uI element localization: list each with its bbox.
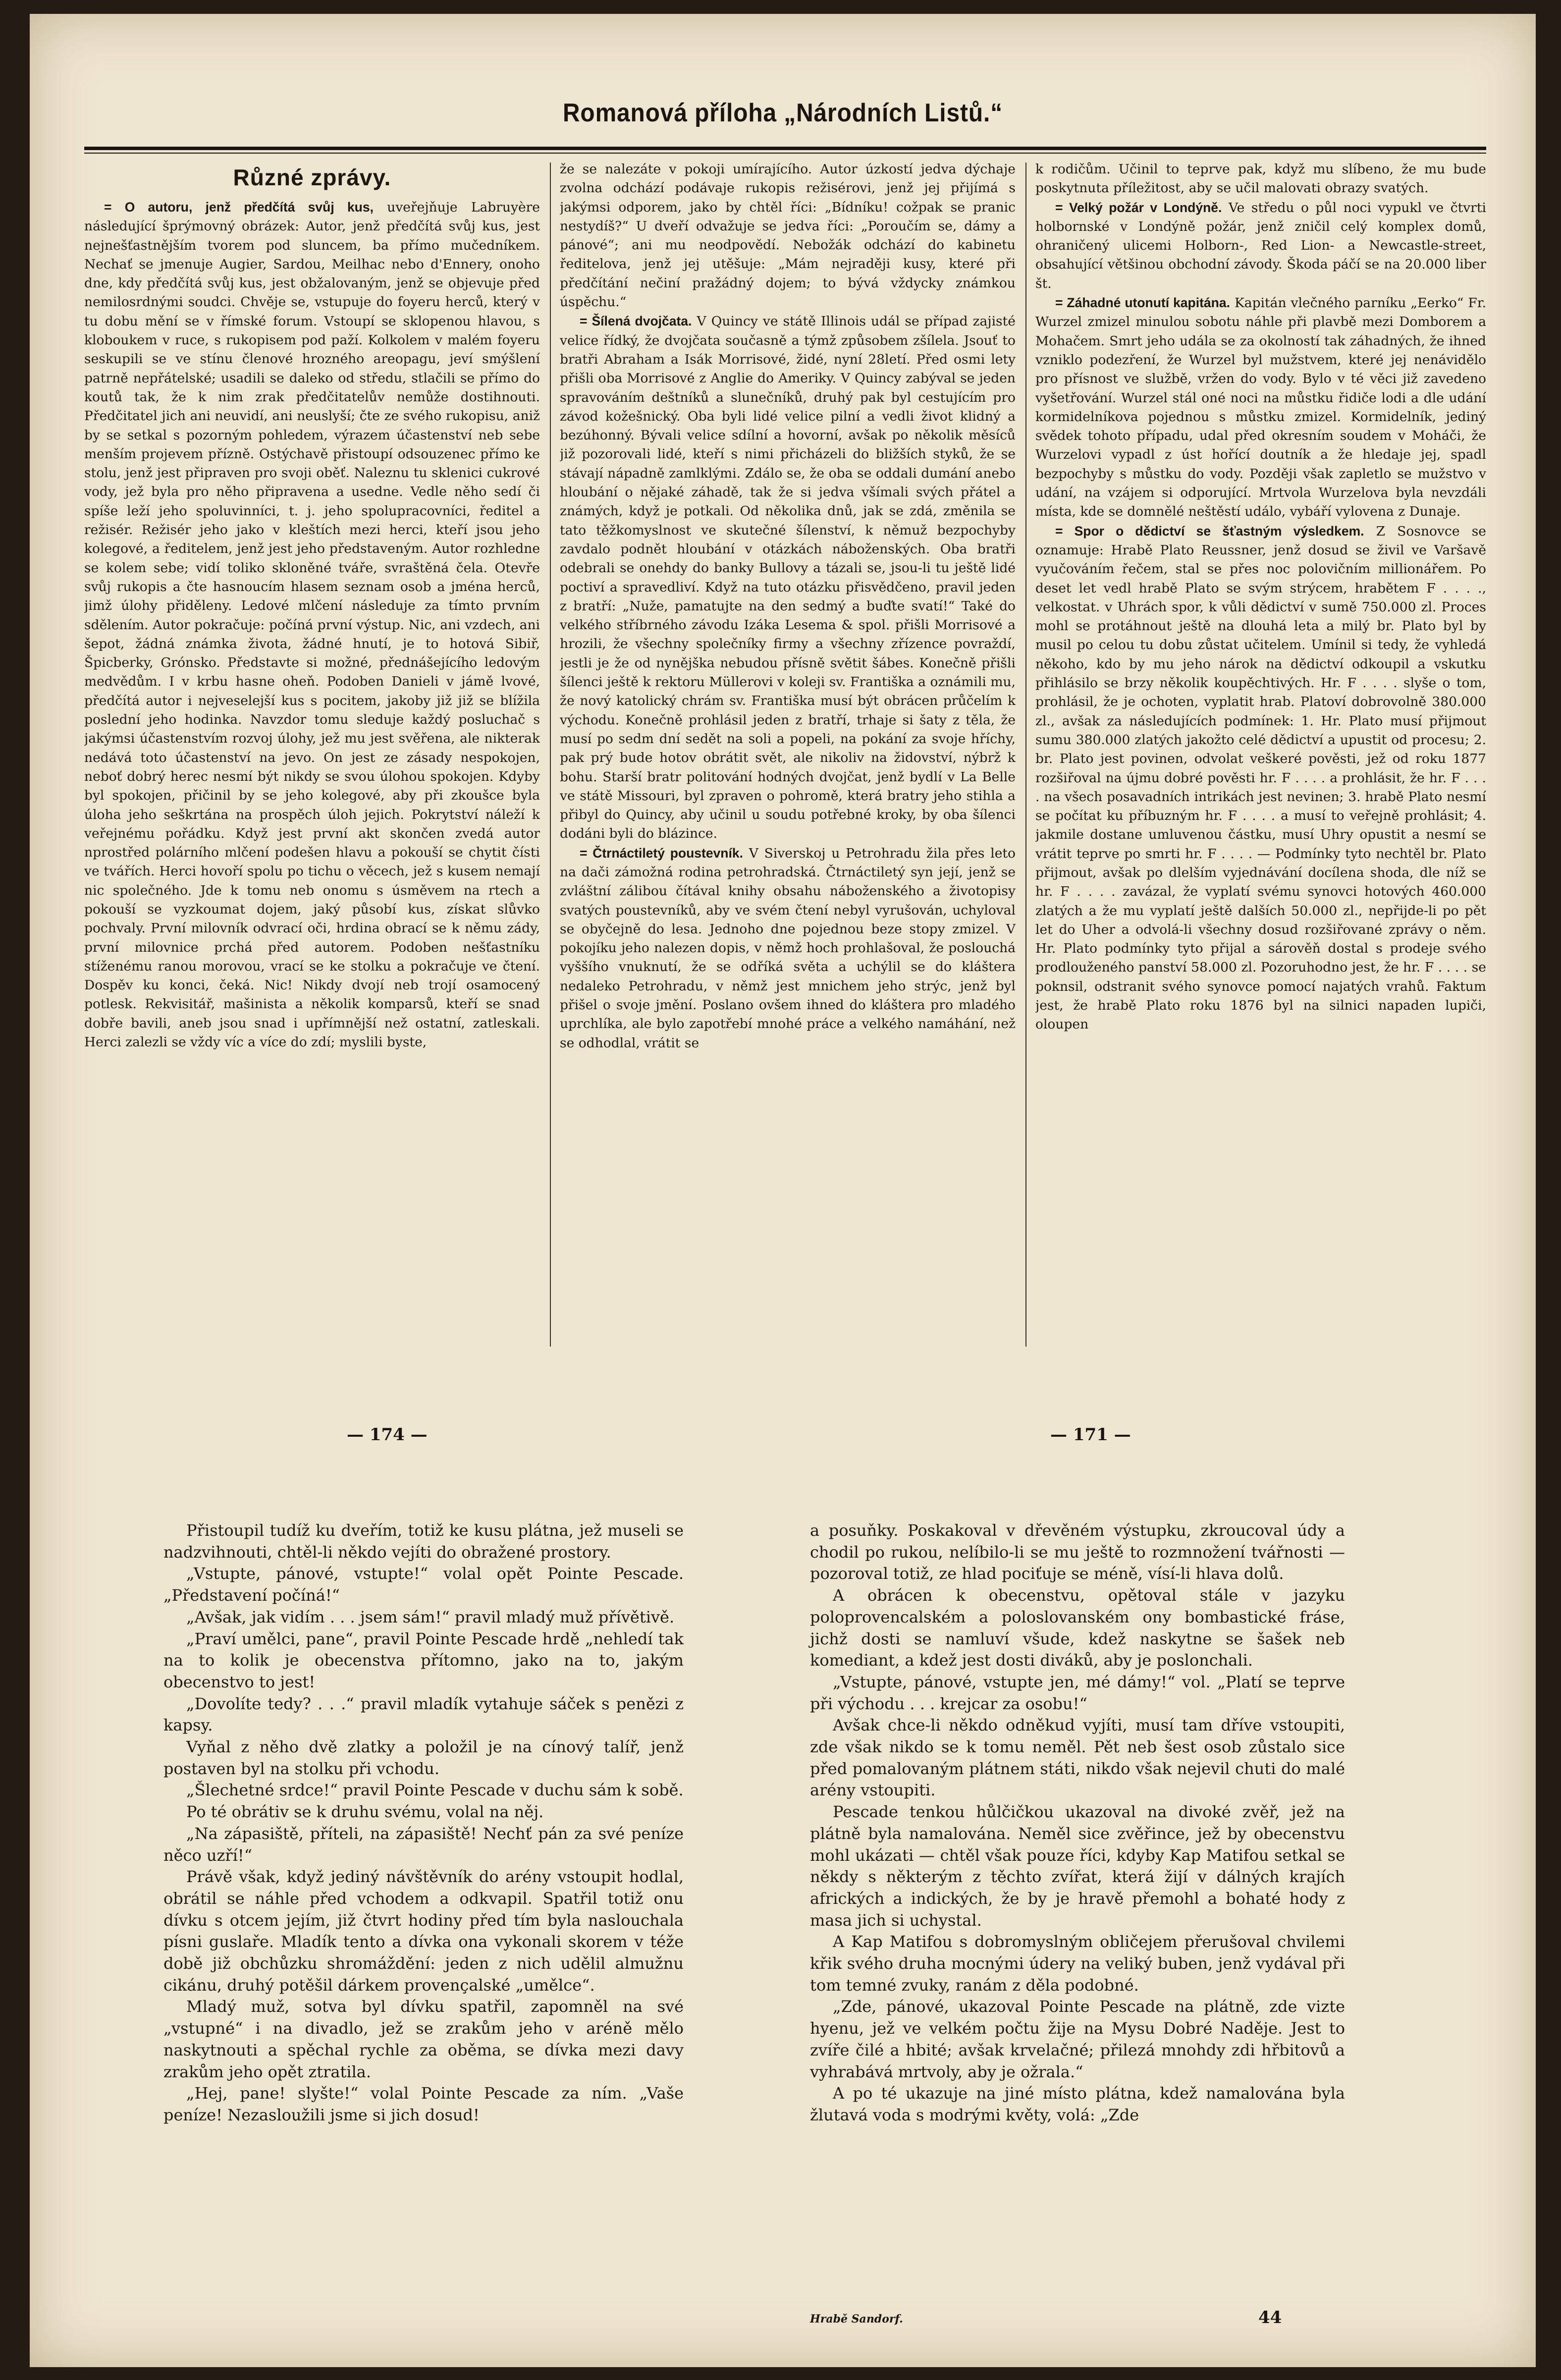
novel-page-right xyxy=(810,1520,1345,2126)
novel-paragraph: „Na zápasiště, příteli, na zápasiště! Nechť pán za své peníze něco uzří!“ xyxy=(163,1824,684,1865)
column-divider xyxy=(550,162,551,1347)
novel-paragraph: „Vstupte, pánové, vstupte jen, mé dámy!“ vol. „Platí se teprve při východu . . . krejcar za osobu!“ xyxy=(810,1672,1345,1713)
novel-paragraph: Po té obrátiv se k druhu svému, volal na něj. xyxy=(186,1802,544,1822)
novel-paragraph: Avšak chce-li někdo odněkud vyjíti, musí tam dříve vstoupiti, zde však nikdo se k tomu neměl. Pět neb šest osob zůstalo sice před pomalovaným plátnem státi, nikdo však nejevil chuti do malé arény vstoupiti. xyxy=(810,1716,1345,1800)
newspaper-page xyxy=(30,14,1536,2367)
novel-paragraph: „Hej, pane! slyšte!“ volal Pointe Pescade za ním. „Vaše peníze! Nezasloužili jsme si jich dosud! xyxy=(163,2084,684,2124)
page-number-right: — 171 — xyxy=(1050,1425,1131,1445)
header-rule-thin xyxy=(84,153,1486,154)
column-divider xyxy=(1025,162,1026,1347)
signature-mark: Hrabě Sandorf. xyxy=(810,2313,903,2326)
novel-paragraph: „Dovolíte tedy? . . .“ pravil mladík vytahuje sáček s penězi z kapsy. xyxy=(163,1694,684,1735)
article-text: V Siverskoj u Petrohradu žila přes leto na dači zámožná rodina petrohradská. Čtrnáctiletý syn její, jenž se zvláštní zálibou čítával knihy obsahu náboženského a životopisy svatých poustevníků, aby ve svém čtení nebyl vyrušován, uchyloval se obyčejně do lesa. Jednoho dne pojednou beze stopy zmizel. V pokojíku jeho nalezen dopis, v němž hoch prohlašoval, že poslouchá vyššího vnuknutí, že se odříká světa a uchýlil se do kláštera nedaleko Petrohradu, v němž jest mnichem jeho strýc, jenž byl přišel o svoje jmění. Poslano ovšem ihned do kláštera pro mladého uprchlíka, ale bylo zapotřebí mnohé práce a velkého namáhání, než se odhodlal, vrátit se xyxy=(560,845,1016,1051)
novel-paragraph: A Kap Matifou s dobromyslným obličejem přerušoval chvilemi křik svého druha mocnými údery na veliký buben, jenž vydával při tom temné zvuky, ranám z děla podobné. xyxy=(810,1932,1345,1995)
novel-paragraph: a posuňky. Poskakoval v dřevěném výstupku, zkroucoval údy a chodil po rukou, nelíbilo-li se mu ještě to rozmnožení tvářnosti — pozoroval totiž, ze hlad pociťuje se méně, vísí-li hlava dolů. xyxy=(810,1521,1345,1583)
article-text: Kapitán vlečného parníku „Eerko“ Fr. Wurzel zmizel minulou sobotu náhle při plavbě mezi Domborem a Mohačem. Smrt jeho udála se za okolností tak záhadných, že ihned vzniklo podezření, že Wurzel byl mužstvem, které jej nenávidělo pro přísnost ve službě, vržen do vody. Bylo v té věci již zavedeno vyšetřování. Wurzel stál oné noci na můstku řidiče lodi a dle udání kormidelníkova pojednou s můstku zmizel. Kormidelník, jediný svědek tohoto případu, udal před okresním soudem v Moháči, že Wurzelovi vypadl z úst hořící doutník a že hledaje jej, spadl bezpochyby s můstku do vody. Později však zapletlo se mužstvo v udání, na vzájem si odporující. Mrtvola Wurzelova byla nevzdáli místa, kde se domnělé neštěstí událo, vybáří vylovena z Dunaje. xyxy=(1035,295,1486,520)
article-text: V Quincy ve státě Illinois udál se případ zajisté velice řídký, že dvojčata současně a týmž způsobem zšílela. Jsouť to bratři Abraham a Isák Morrisové, židé, nyní 28letí. Před osmi lety přišli oba Morrisové z Anglie do Ameriky. V Quincy zabýval se jeden spravováním deštníků a slunečníků, druhý pak byl cestujícím pro závod kožešnický. Oba byli lidé velice pilní a vedli život klidný a bezúhonný. Bývali velice sdílní a hovorní, avšak po několik měsíců již pozorovali lidé, kteří s nimi přicházeli do bližších styků, že se stávají nápadně zamlklými. Zdálo se, že oba se oddali dumání anebo hloubání o nějaké záhadě, tak že si jedva všímali svých přátel a známých, když je potkali. Od několika dnů, jak se zdá, změnila se tato těžkomyslnost ve skutečné šílenství, k němuž bezpochyby zavdalo podnět hloubání v otázkách náboženských. Oba bratři odebrali se onehdy do banky Bullovy a tázali se, jsou-li tu ještě lidé poctiví a spravedliví. Když na tuto otázku přisvědčeno, pravil jeden z bratří: „Nuže, pamatujte na den sedmý a buďte svatí!“ Také do velkého stříbrného závodu Izáka Lesema & spol. přišli Morrisové a hrozili, že všechny společníky firmy a všechny zřízence povraždí, jestli je že od nynějška nebudou přísně světit šábes. Konečně přišli šílenci ještě k rektoru Müllerovi v koleji sv. Františka a oznámili mu, že nový katolický chrám sv. Františka musí být obrácen průčelím k východu. Konečně prohlásil jeden z bratří, trhaje si šaty z těla, že musí po sedm dní sedět na soli a popeli, na pokání za svoje hříchy, pak prý bude hotov obrátit svět, ale nikoliv na židovství, nýbrž k bohu. Starší bratr politování hodných dvojčat, jenž bydlí v La Belle ve státě Missouri, byl zpraven o pohromě, která bratry jeho stihla a přibyl do Quincy, aby učinil u soudu potřebné kroky, by oba šílenci dodáni byli do blázince. xyxy=(560,314,1016,842)
article-paragraph: k rodičům. Učinil to teprve pak, když mu slíbeno, že mu bude poskytnuta příležitost, aby se učil malovati obrazy svatých. xyxy=(1035,162,1486,196)
page-number-left: — 174 — xyxy=(347,1425,428,1445)
article-text: Z Sosnovce se oznamuje: Hrabě Plato Reussner, jenž dosud se živil ve Varšavě vyučováním řečem, stal se přes noc polovičním millionářem. Po deset let vedl hrabě Plato se svým strýcem, hrabětem F . . . ., velkostat. v Uhrách spor, k vůli dědictví v sumě 750.000 zl. Proces mohl se protáhnout ještě na dlouhá leta a milý br. Plato byl by musil po celou tu dobu zůstat učitelem. Umínil si tedy, že vyhledá někoho, kdo by mu jeho nárok na dědictví odkoupil a vskutku přihlásilo se brzy několik koupěchtivých. Hr. F . . . . slyše o tom, prohlásil, že je ochoten, vyplatit hrab. Platoví dobrovolně 380.000 zl., avšak za následujících podmínek: 1. Hr. Plato musí přijmout sumu 380.000 zlatých jakožto celé dědictví a upustit od procesu; 2. br. Plato jest povinen, odvolat veškeré pověsti, jež od roku 1877 rozšiřoval na újmu dobré pověsti hr. F . . . . a prohlásit, že hr. F . . . . na všech posavadních intrikách jest nevinen; 3. hrabě Plato nesmí se počítat ku příbuzným hr. F . . . . a musí to veřejně prohlásit; 4. jakmile dostane umluvenou částku, musí Uhry opustit a nesmí se vrátit teprve po smrti hr. F . . . . — Podmínky tyto nechtěl br. Plato přijmout, avšak po dlelším vyjednávání docílena shoda, dle níž se hr. F . . . . zavázal, že vyplatí svému synovci hotových 460.000 zlatých a že mu vyplatí ještě dalších 50.000 zl., nepřijde-li po pět let do Uher a odvolá-li všechny dosud rozšiřované zprávy o něm. Hr. Plato podmínky tyto přijal a sárověň dostal s prodeje svého prodlouženého panství 58.000 zl. Pozoruhodno jest, že hr. F . . . . se poknsil, odstranit svého synovce pomocí najatých vrahů. Faktum jest, že hrabě Plato roku 1876 byl na silnici napaden lupiči, oloupen xyxy=(1035,523,1486,1032)
novel-paragraph: Mladý muž, sotva byl dívku spatřil, zapomněl na své „vstupné“ i na divadlo, jež se zrakům jeho v aréně mělo naskytnouti a spěchal rychle za oběma, se dívka mezi davy zrakům jeho opět ztratila. xyxy=(163,1997,684,2081)
article-paragraph xyxy=(1035,293,1486,522)
novel-paragraph: Právě však, když jediný návštěvník do arény vstoupit hodlal, obrátil se náhle před vchodem a odkvapil. Spatřil totiž onu dívku s otcem jejím, již čtvrt hodiny před tím byla naslouchala písni guslaře. Mladík tento a dívka ona vykonali skorem v téže době již obchůzku shromáždění: jeden z nich udělil almužnu cikánu, druhý potěšil dárkem provençalské „umělce“. xyxy=(163,1867,684,1995)
novel-paragraph: Vyňal z něho dvě zlatky a položil je na cínový talíř, jenž postaven byl na stolku při vchodu. xyxy=(163,1737,684,1778)
article-paragraph xyxy=(1035,522,1486,1034)
article-lead: = Velký požár v Londýně. xyxy=(1055,200,1222,215)
header-rule xyxy=(84,147,1486,150)
novel-paragraph: A po té ukazuje na jiné místo plátna, kdež namalována byla žlutavá voda s modrými květy, volá: „Zde xyxy=(810,2084,1345,2124)
novel-paragraph: „Šlechetné srdce!“ pravil Pointe Pescade v duchu sám k sobě. xyxy=(186,1781,684,1800)
novel-paragraph: „Avšak, jak vidím . . . jsem sám!“ pravil mladý muž přívětivě. xyxy=(186,1607,675,1626)
column-2 xyxy=(560,160,1016,1354)
article-paragraph: že se nalezáte v pokoji umírajícího. Autor úzkostí jedva dýchaje zvolna odchází podávaje rukopis režisérovi, jenž jej přijímá s jakýmsi odporem, jako by chtěl říci: „Bídníku! cožpak se pranic nestydíš?“ U dveří odvažuje se jedva říci: „Poroučím se, dámy a pánové“; ani mu neodpovědí. Nebožák odchází do kabinetu ředitelova, jenž jej utěšuje: „Mám nejraději kusy, které při předčítání nečiní pražádný dojem; to bývá vždycky známkou úspěchu.“ xyxy=(560,162,1016,310)
novel-paragraph: Přistoupil tudíž ku dveřím, totiž ke kusu plátna, jež museli se nadzvihnouti, chtěl-li někdo vejíti do obražené prostory. xyxy=(163,1521,684,1562)
article-lead: = Šílená dvojčata. xyxy=(580,314,692,329)
article-paragraph xyxy=(560,844,1016,1053)
novel-page-left xyxy=(163,1520,684,2126)
article-paragraph xyxy=(84,198,540,1052)
novel-paragraph: „Praví umělci, pane“, pravil Pointe Pescade hrdě „nehledí tak na to kolik je obecenstva přítomno, jako na to, jakým obecenstvo to jest! xyxy=(163,1629,684,1691)
section-heading: Různé zprávy. xyxy=(233,164,391,190)
novel-paragraph: Pescade tenkou hůlčičkou ukazoval na divoké zvěř, jež na plátně byla namalována. Neměl sice zvěřince, jež by obecenstvu mohl ukázati — chtěl však pouze říci, kdyby Kap Matifou setkal se někdy s některým z těchto zvířat, která žijí v dálných krajích afrických a indických, že by je hravě přemohl a bohaté hody z masa jich si uchystal. xyxy=(810,1802,1345,1930)
article-text: uveřejňuje Labruyère následující šprýmovný obrázek: Autor, jenž předčítá svůj kus, jest nejnešťastnějším tvorem pod sluncem, ba přímo mučedníkem. Nechať se jmenuje Augier, Sardou, Meilhac nebo d'Ennery, onoho dne, kdy předčítá svůj kus, jest obžalovaným, jenž se objevuje před nemilosrdnými soudci. Chvěje se, vstupuje do foyeru herců, který v tu dobu mění se v římské forum. Vstoupí se sklopenou hlavou, s kloboukem v ruce, s rukopisem pod paží. Kolkolem v malém foyeru seskupili se ve stínu členové hrozného areopagu, jeví smýšlení patrně nepřátelské; usadili se daleko od středu, stlačili se přímo do koutů tak, že k nim zrak předčitatelův nemůže dostihnouti. Předčitatel jich ani neuvidí, ani neuslyší; čte ze svého rukopisu, aniž by se setkal s pozorným pohledem, výrazem účastenství neb sebe menším projevem přízně. Ostýchavě přistoupí odsouzenec přímo ke stolu, jenž jest připraven pro svoji oběť. Naleznu tu sklenici cukrové vody, jež byla pro něho připravena a usedne. Vedle něho sedí či spíše leží jeho spoluvinníci, t. j. jeho spolupracovníci, ředitel a režisér. Režisér jeho jako v kleštích mezi herci, kteří jsou jeho kolegové, a ředitelem, jenž jest jeho představeným. Autor rozhledne se kolem sebe; vidí toliko skloněné tváře, svraštěná čela. Otevře svůj rukopis a čte hasnoucím hlasem seznam osob a jména herců, jimž úlohy přiděleny. Ledové mlčení následuje za tímto prvním sdělením. Autor pokračuje: počíná první výstup. Nic, ani vzdech, ani šepot, žádná známka života, žádné hnutí, je to hotová Sibiř, Špicberky, Grónsko. Představte si možné, přednášejícího ledovým medvědům. I v krbu hasne oheň. Podoben Danieli v jámě lvové, předčítá autor i nejveselejší kus s pocitem, jakoby již již se blížila poslední jeho hodinka. Navzdor tomu sleduje každý posluchač s jakýmsi účastenstvím rozvoj úlohy, jež mu jest svěřena, ale nikterak nedává toto účastenství na jevo. On jest ze zásady nespokojen, neboť dobrý herec nesmí být nikdy se svou úlohou spokojen. Kdyby byl spokojen, přičinil by se jeho kolegové, aby při zkoušce byla úloha jeho seškrtána na prospěch úloh jejich. Pokrytství náleží k veřejnému pořádku. Když jest první akt skončen zvedá autor nprostřed polárního mlčení podešen hlavu a pokouší se chytit čísti ve tvářích. Herci hovoří spolu po tichu o věcech, jež s kusem nemají nic společného. Jde k tomu neb onomu s úsměvem na rtech a pokouší se vyzkoumat dojem, jaký působí kus, získat slůvko pochvaly. První milovník odvrací oči, hrdina obrací se k němu zády, první milovnice prchá před autorem. Podoben nešťastníku stíženému ranou morovou, vrací se ke stolku a pokračuje ve čtení. Dospěv ku konci, čeká. Nic! Nikdy dvojí neb trojí osamocený potlesk. Rekvisitář, mašinista a několik komparsů, kteří se snad dobře bavili, aneb jsou snad i upřímnější než ostatní, zatleskali. Herci zalezli se vždy víc a více do zdí; myslili byste, xyxy=(84,200,540,1050)
article-lead: = O autoru, jenž předčítá svůj kus, xyxy=(104,200,374,215)
article-text: Ve středu o půl noci vypukl ve čtvrti holbornské v Londýně požár, jenž zničil celý komplex domů, ohraničený ulicemi Holborn-, Red Lion- a Newcastle-street, obsahující většinou obchodní závody. Škoda páčí se na 20.000 liber št. xyxy=(1035,200,1486,291)
column-1 xyxy=(84,160,540,1354)
column-3 xyxy=(1035,160,1486,1354)
novel-paragraph: A obrácen k obecenstvu, opětoval stále v jazyku poloprovencalském a poloslovanském ony bombastické fráse, jichž dosti se namluví všude, kdež naskytne se šašek neb komediant, a kdež jest dosti diváků, aby je poslonchali. xyxy=(810,1586,1345,1670)
sheet-counter: 44 xyxy=(1258,2308,1282,2327)
article-lead: = Spor o dědictví se šťastným výsledkem. xyxy=(1055,523,1364,539)
novel-paragraph: „Vstupte, pánové, vstupte!“ volal opět Pointe Pescade. „Představení počíná!“ xyxy=(163,1564,684,1605)
article-paragraph xyxy=(1035,198,1486,293)
article-lead: = Záhadné utonutí kapitána. xyxy=(1055,295,1230,311)
article-paragraph xyxy=(560,312,1016,843)
novel-paragraph: „Zde, pánové, ukazoval Pointe Pescade na plátně, zde vizte hyenu, jež ve velkém počtu žije na Mysu Dobré Naděje. Jest to zvíře čilé a hbité; avšak krvelačné; přilezá mnohdy zdi hřbitovů a vyhrabává mrtvoly, aby je ožrala.“ xyxy=(810,1997,1345,2081)
page-header-title: Romanová příloha „Národních Listů.“ xyxy=(562,99,1003,127)
article-lead: = Čtrnáctiletý poustevník. xyxy=(580,845,743,861)
